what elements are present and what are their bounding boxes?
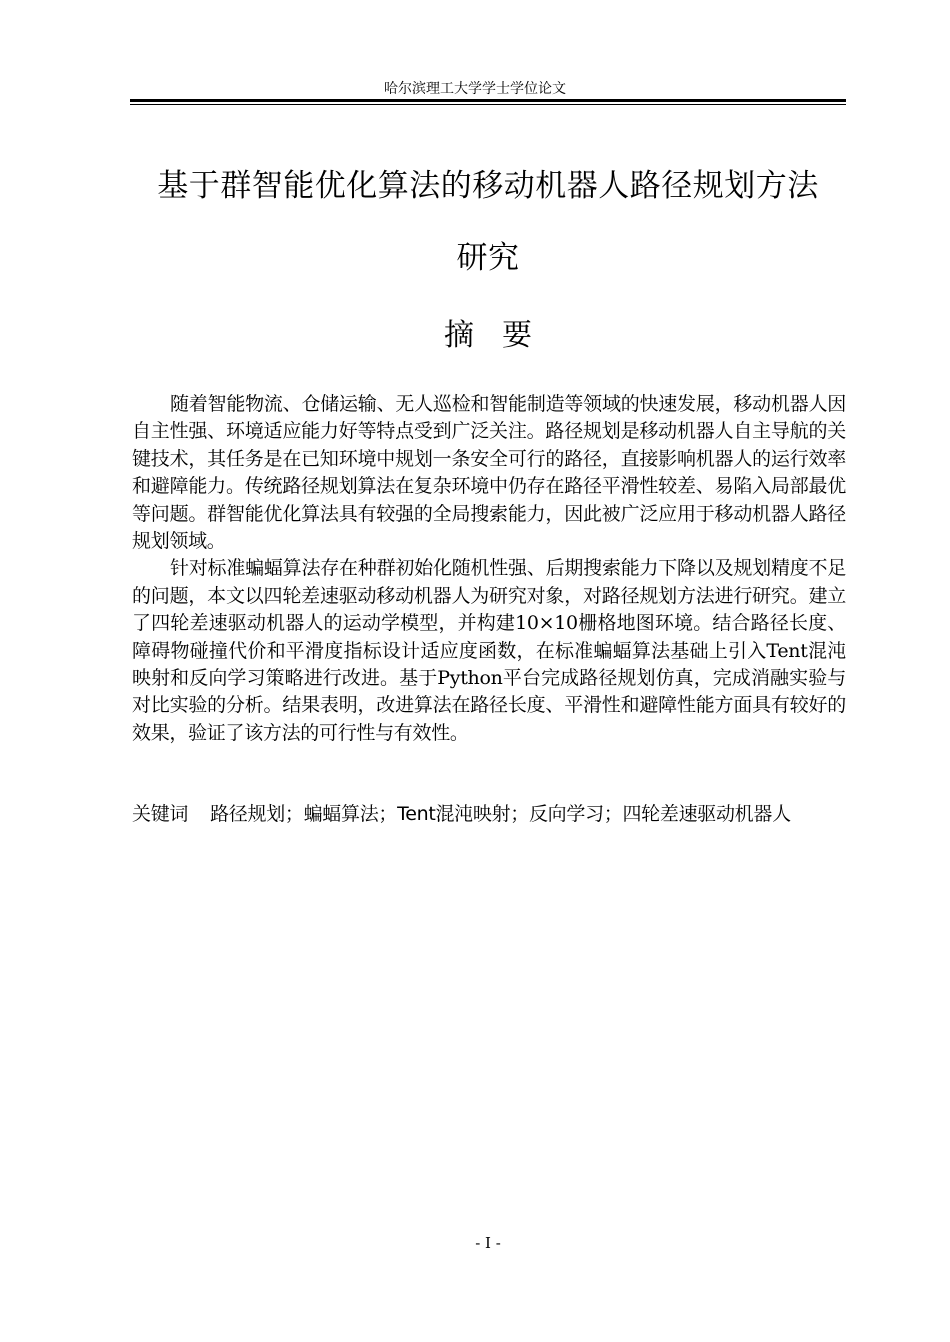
abstract-heading: 摘要	[444, 318, 560, 353]
running-header: 哈尔滨理工大学学士学位论文	[384, 81, 566, 97]
page-number: - I -	[475, 1234, 501, 1252]
abstract-paragraph-2: 针对标准蝙蝠算法存在种群初始化随机性强、后期搜索能力下降以及规划精度不足的问题，本文以四轮差速驱动移动机器人为研究对象，对路径规划方法进行研究。建立了四轮差速驱动机器人的运动学模型，并构建10×10栅格地图环境。结合路径长度、障碍物碰撞代价和平滑度指标设计适应度函数，在标准蝙蝠算法基础上引入Tent混沌映射和反向学习策略进行改进。基于Python平台完成路径规划仿真，完成消融实验与对比实验的分析。结果表明，改进算法在路径长度、平滑性和避障性能方面具有较好的效果，验证了该方法的可行性与有效性。	[132, 557, 846, 744]
thesis-title	[120, 150, 856, 294]
keywords-label: 关键词	[132, 803, 189, 825]
keywords-text: 路径规划；蝙蝠算法；Tent混沌映射；反向学习；四轮差速驱动机器人	[210, 803, 791, 825]
keywords	[132, 801, 846, 828]
thesis-title-line1: 基于群智能优化算法的移动机器人路径规划方法	[157, 168, 819, 204]
header-rule-thin	[130, 104, 846, 105]
header-rule-thick	[130, 99, 846, 102]
abstract-paragraph-1: 随着智能物流、仓储运输、无人巡检和智能制造等领域的快速发展，移动机器人因自主性强、环境适应能力好等特点受到广泛关注。路径规划是移动机器人自主导航的关键技术，其任务是在已知环境中规划一条安全可行的路径，直接影响机器人的运行效率和避障能力。传统路径规划算法在复杂环境中仍存在路径平滑性较差、易陷入局部最优等问题。群智能优化算法具有较强的全局搜索能力，因此被广泛应用于移动机器人路径规划领域。	[132, 393, 846, 553]
thesis-title-line2: 研究	[456, 240, 520, 276]
abstract-body	[132, 391, 846, 747]
